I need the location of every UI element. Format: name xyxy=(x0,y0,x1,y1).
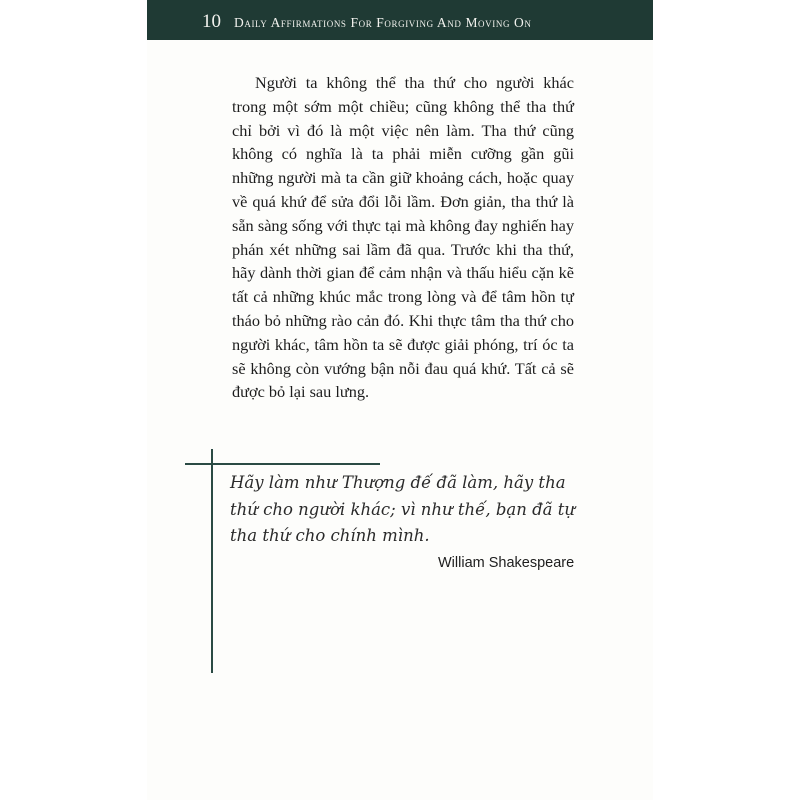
page-header xyxy=(147,0,653,40)
quote-author: William Shakespeare xyxy=(438,555,575,571)
quote-divider-horizontal xyxy=(185,463,380,465)
body-paragraph: Người ta không thể tha thứ cho người khác trong một sớm một chiều; cũng không thể tha thứ chỉ bởi vì đó là một việc nên làm. Tha thứ cũng không có nghĩa là ta phải miễn cưỡng gần gũi những người mà ta cần giữ khoảng cách, hoặc quay về quá khứ để sửa đổi lỗi lầm. Đơn giản, tha thứ là sẵn sàng sống với thực tại mà không đay nghiến hay phán xét những sai lầm đã qua. Trước khi tha thứ, hãy dành thời gian để cảm nhận và thấu hiểu cặn kẽ tất cả những khúc mắc trong lòng và để tâm hồn tự tháo bỏ những rào cản đó. Khi thực tâm tha thứ cho người khác, tâm hồn ta sẽ được giải phóng, trí óc ta sẽ không còn vướng bận nỗi đau quá khứ. Tất cả sẽ được bỏ lại sau lưng. xyxy=(232,73,574,402)
quote-text: Hãy làm như Thượng đế đã làm, hãy tha thứ cho người khác; vì như thế, bạn đã tự tha thứ cho chính mình. xyxy=(230,473,575,545)
quote-divider-vertical xyxy=(211,449,213,673)
running-title: Daily Affirmations For Forgiving And Moving On xyxy=(234,15,532,30)
page-number: 10 xyxy=(202,11,221,32)
